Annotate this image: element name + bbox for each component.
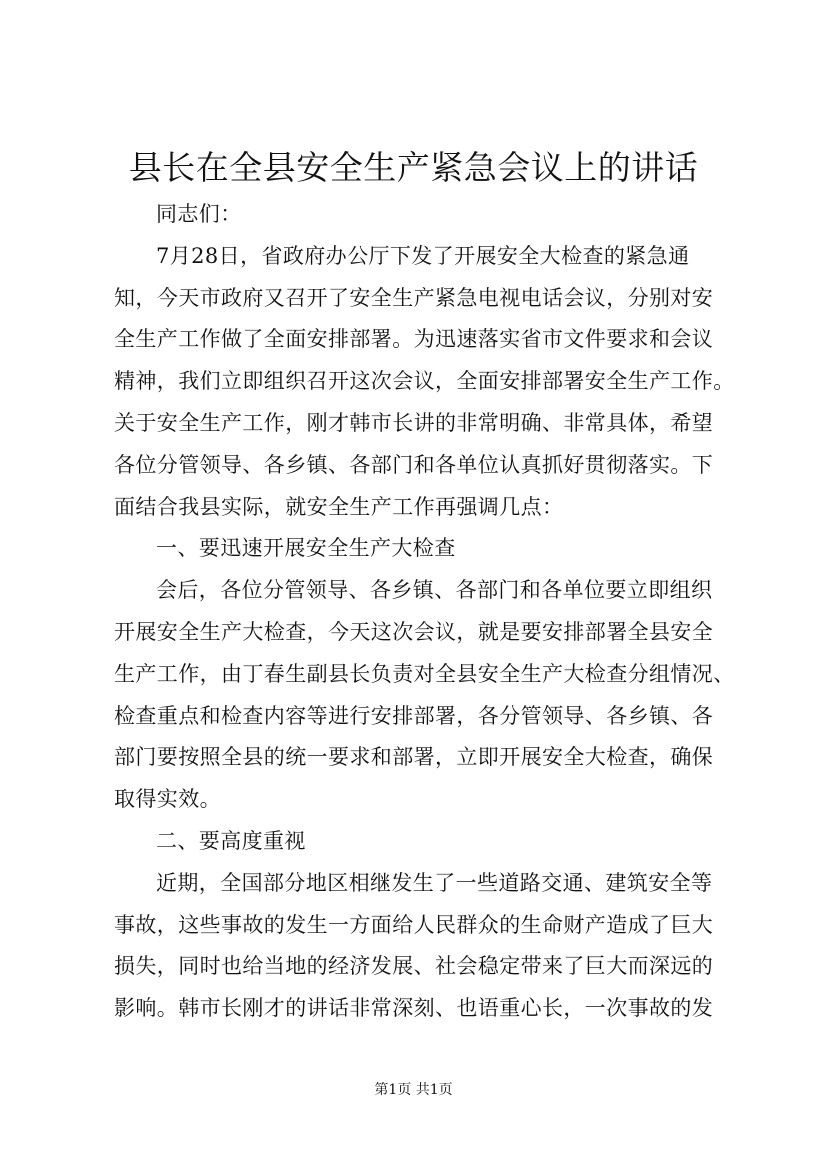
paragraph-line: 近期，全国部分地区相继发生了一些道路交通、建筑安全等 [156, 870, 713, 895]
paragraph-line: 精神，我们立即组织召开这次会议，全面安排部署安全生产工作。 [114, 369, 735, 394]
paragraph-line: 部门要按照全县的统一要求和部署，立即开展安全大检查，确保 [114, 745, 714, 770]
salutation: 同志们： [156, 202, 242, 226]
paragraph-line: 会后，各位分管领导、各乡镇、各部门和各单位要立即组织 [156, 578, 713, 603]
paragraph-line: 面结合我县实际，就安全生产工作再强调几点： [114, 494, 564, 519]
paragraph-line: 7月28日，省政府办公厅下发了开展安全大检查的紧急通 [156, 243, 690, 268]
paragraph-line: 全生产工作做了全面安排部署。为迅速落实省市文件要求和会议 [114, 327, 714, 352]
section-heading: 一、要迅速开展安全生产大检查 [156, 536, 456, 561]
paragraph-line: 开展安全生产大检查，今天这次会议，就是要安排部署全县安全 [114, 619, 714, 644]
paragraph-line: 影响。韩市长刚才的讲话非常深刻、也语重心长，一次事故的发 [114, 996, 714, 1021]
paragraph-line: 知，今天市政府又召开了安全生产紧急电视电话会议，分别对安 [114, 285, 714, 310]
paragraph-line: 取得实效。 [114, 787, 221, 812]
section-heading: 二、要高度重视 [156, 828, 306, 853]
paragraph-line: 事故，这些事故的发生一方面给人民群众的生命财产造成了巨大 [114, 912, 714, 937]
document-title: 县长在全县安全生产紧急会议上的讲话 [128, 148, 699, 187]
paragraph-line: 检查重点和检查内容等进行安排部署，各分管领导、各乡镇、各 [114, 703, 714, 728]
paragraph-line: 损失，同时也给当地的经济发展、社会稳定带来了巨大而深远的 [114, 954, 714, 979]
paragraph-line: 生产工作，由丁春生副县长负责对全县安全生产大检查分组情况、 [114, 661, 735, 686]
document-body [114, 194, 734, 1030]
page-footer: 第1页 共1页 [374, 1082, 453, 1098]
paragraph-line: 关于安全生产工作，刚才韩市长讲的非常明确、非常具体，希望 [114, 410, 714, 435]
paragraph-line: 各位分管领导、各乡镇、各部门和各单位认真抓好贯彻落实。下 [114, 452, 714, 477]
